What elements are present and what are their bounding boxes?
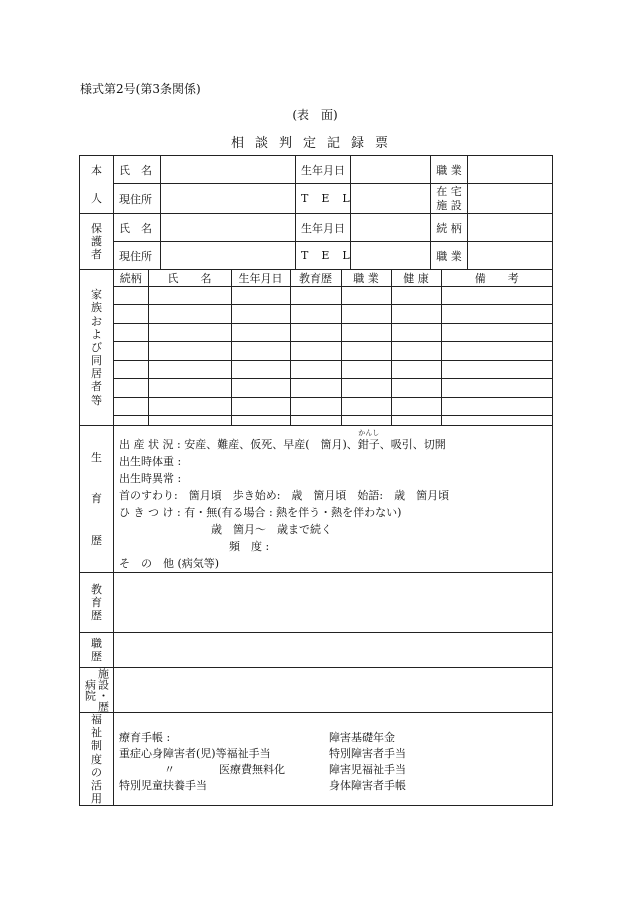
- table-cell[interactable]: [148, 360, 231, 378]
- table-cell[interactable]: [341, 342, 391, 360]
- table-cell[interactable]: [290, 342, 341, 360]
- table-row: [114, 287, 552, 305]
- frequency-line: 頻 度 :: [229, 540, 270, 553]
- forceps-ruby: かんし: [358, 429, 380, 437]
- table-cell[interactable]: [391, 342, 441, 360]
- table-cell[interactable]: [114, 305, 148, 323]
- table-cell[interactable]: [441, 305, 552, 323]
- birth-weight-line: 出生時体重 :: [119, 455, 182, 468]
- education-field[interactable]: [114, 573, 553, 633]
- table-cell[interactable]: [148, 397, 231, 415]
- table-cell[interactable]: [231, 379, 290, 397]
- table-cell[interactable]: [231, 360, 290, 378]
- welfare-item: 特別障害者手当: [329, 747, 406, 760]
- form-title: 相談判定記録票: [230, 136, 399, 151]
- guardian-birth-field[interactable]: [351, 214, 431, 242]
- person-address-label: 現住所: [114, 184, 161, 214]
- guardian-group-label: 保 護 者: [80, 214, 114, 270]
- welfare-item: 療育手帳 :: [119, 731, 171, 744]
- table-cell[interactable]: [290, 305, 341, 323]
- table-cell[interactable]: [341, 416, 391, 425]
- table-cell[interactable]: [231, 416, 290, 425]
- guardian-row-2: [80, 242, 553, 270]
- education-row: [80, 573, 553, 633]
- milestones-line: 首のすわり: 箇月頃 歩き始め: 歳 箇月頃 始語: 歳 箇月頃: [119, 489, 450, 502]
- welfare-item: 特別児童扶養手当: [119, 779, 207, 792]
- table-cell[interactable]: [441, 416, 552, 425]
- table-row: [114, 360, 552, 378]
- forceps-word: 鉗子: [357, 438, 380, 451]
- person-name-label: 氏 名: [114, 156, 161, 184]
- table-cell[interactable]: [290, 379, 341, 397]
- table-cell[interactable]: [290, 287, 341, 305]
- table-cell[interactable]: [391, 287, 441, 305]
- table-cell[interactable]: [148, 342, 231, 360]
- table-cell[interactable]: [290, 397, 341, 415]
- guardian-relation-label: 続 柄: [431, 214, 468, 242]
- table-cell[interactable]: [441, 397, 552, 415]
- table-cell[interactable]: [441, 323, 552, 341]
- table-cell[interactable]: [341, 397, 391, 415]
- family-table: [114, 270, 552, 425]
- welfare-item: 重症心身障害者(児)等福祉手当: [119, 747, 271, 760]
- table-cell[interactable]: [148, 323, 231, 341]
- other-line: そ の 他 (病気等): [119, 557, 220, 570]
- table-cell[interactable]: [290, 323, 341, 341]
- table-cell[interactable]: [441, 379, 552, 397]
- family-table-cell: [114, 270, 553, 426]
- birth-abnormal-line: 出生時異常 :: [119, 472, 182, 485]
- table-row: [114, 342, 552, 360]
- table-cell[interactable]: [231, 323, 290, 341]
- table-cell[interactable]: [341, 323, 391, 341]
- table-cell[interactable]: [148, 287, 231, 305]
- life-history-content[interactable]: [114, 426, 553, 573]
- career-field[interactable]: [114, 633, 553, 668]
- welfare-item: 身体障害者手帳: [329, 779, 406, 792]
- guardian-name-field[interactable]: [161, 214, 296, 242]
- life-history-row: [80, 426, 553, 573]
- birth-state-line: 出 産 状 況 : 安産、難産、仮死、早産( 箇月)、 かんし 鉗子、吸引、切開: [119, 436, 547, 453]
- welfare-item: 障害児福祉手当: [329, 763, 406, 776]
- guardian-address-label: 現住所: [114, 242, 161, 270]
- facility-history-group-label: 病院 施設・歴: [80, 668, 114, 713]
- guardian-relation-field[interactable]: [468, 214, 553, 242]
- guardian-job-label: 職 業: [431, 242, 468, 270]
- table-cell[interactable]: [290, 416, 341, 425]
- person-status-field[interactable]: [468, 184, 553, 214]
- family-col-name: 氏 名: [148, 270, 231, 287]
- table-row: [114, 305, 552, 323]
- table-cell[interactable]: [341, 305, 391, 323]
- table-cell[interactable]: [391, 360, 441, 378]
- person-name-field[interactable]: [161, 156, 296, 184]
- facility-history-field[interactable]: [114, 668, 553, 713]
- table-cell[interactable]: [391, 397, 441, 415]
- table-row: [114, 397, 552, 415]
- seizure-line: ひ き つ け : 有・無(有る場合 : 熱を伴う・熱を伴わない): [119, 506, 402, 519]
- table-cell[interactable]: [231, 397, 290, 415]
- welfare-row: [80, 713, 553, 806]
- table-cell[interactable]: [114, 416, 148, 425]
- facility-history-row: [80, 668, 553, 713]
- table-row: [114, 379, 552, 397]
- welfare-group-label: 福 祉 制 度 の 活 用: [80, 713, 114, 806]
- form-code: 様式第2号(第3条関係): [80, 82, 201, 96]
- table-cell[interactable]: [391, 379, 441, 397]
- life-history-group-label: 生 育 歴: [80, 426, 114, 573]
- table-cell[interactable]: [114, 323, 148, 341]
- family-group-label: 家 族 お よ び 同 居 者 等: [80, 270, 114, 426]
- person-job-label: 職 業: [431, 156, 468, 184]
- side-label: (表 面): [292, 108, 338, 122]
- career-group-label: 職 歴: [80, 633, 114, 668]
- table-cell[interactable]: [441, 287, 552, 305]
- person-group-label: 本 人: [80, 156, 114, 214]
- person-birth-field[interactable]: [351, 156, 431, 184]
- table-cell[interactable]: [148, 416, 231, 425]
- person-tel-label: TEL: [296, 184, 351, 214]
- table-cell[interactable]: [114, 397, 148, 415]
- guardian-tel-label: TEL: [296, 242, 351, 270]
- family-col-remarks: 備 考: [441, 270, 552, 287]
- guardian-birth-label: 生年月日: [296, 214, 351, 242]
- person-birth-label: 生年月日: [296, 156, 351, 184]
- table-cell[interactable]: [391, 305, 441, 323]
- table-cell[interactable]: [231, 342, 290, 360]
- family-col-job: 職 業: [341, 270, 391, 287]
- table-cell[interactable]: [341, 379, 391, 397]
- table-cell[interactable]: [114, 287, 148, 305]
- welfare-item: 〃 医療費無料化: [164, 763, 285, 776]
- guardian-name-label: 氏 名: [114, 214, 161, 242]
- person-address-field[interactable]: [161, 184, 296, 214]
- table-cell[interactable]: [341, 287, 391, 305]
- table-cell[interactable]: [231, 305, 290, 323]
- seizure-period-line: 歳 箇月～ 歳まで続く: [211, 523, 332, 536]
- guardian-row-1: [80, 214, 553, 242]
- guardian-address-field[interactable]: [161, 242, 296, 270]
- table-cell[interactable]: [114, 342, 148, 360]
- person-job-field[interactable]: [468, 156, 553, 184]
- family-col-birth: 生年月日: [231, 270, 290, 287]
- record-table: [79, 155, 553, 806]
- table-cell[interactable]: [391, 323, 441, 341]
- table-cell[interactable]: [391, 416, 441, 425]
- career-row: [80, 633, 553, 668]
- table-cell[interactable]: [441, 342, 552, 360]
- table-cell[interactable]: [341, 360, 391, 378]
- table-row: [114, 416, 552, 425]
- table-cell[interactable]: [114, 379, 148, 397]
- family-row: [80, 270, 553, 426]
- family-col-health: 健 康: [391, 270, 441, 287]
- table-row: [114, 323, 552, 341]
- person-row-2: [80, 184, 553, 214]
- table-cell[interactable]: [114, 360, 148, 378]
- guardian-job-field[interactable]: [468, 242, 553, 270]
- education-group-label: 教 育 歴: [80, 573, 114, 633]
- table-cell[interactable]: [148, 379, 231, 397]
- table-cell[interactable]: [231, 287, 290, 305]
- welfare-item: 障害基礎年金: [329, 731, 395, 744]
- person-status-label: 在 宅 施 設: [431, 184, 468, 214]
- family-col-education: 教育歴: [290, 270, 341, 287]
- person-row-1: [80, 156, 553, 184]
- welfare-content[interactable]: [114, 713, 553, 806]
- table-cell[interactable]: [148, 305, 231, 323]
- family-header-row: [114, 270, 552, 287]
- family-col-relation: 続柄: [114, 270, 148, 287]
- table-cell[interactable]: [441, 360, 552, 378]
- table-cell[interactable]: [290, 360, 341, 378]
